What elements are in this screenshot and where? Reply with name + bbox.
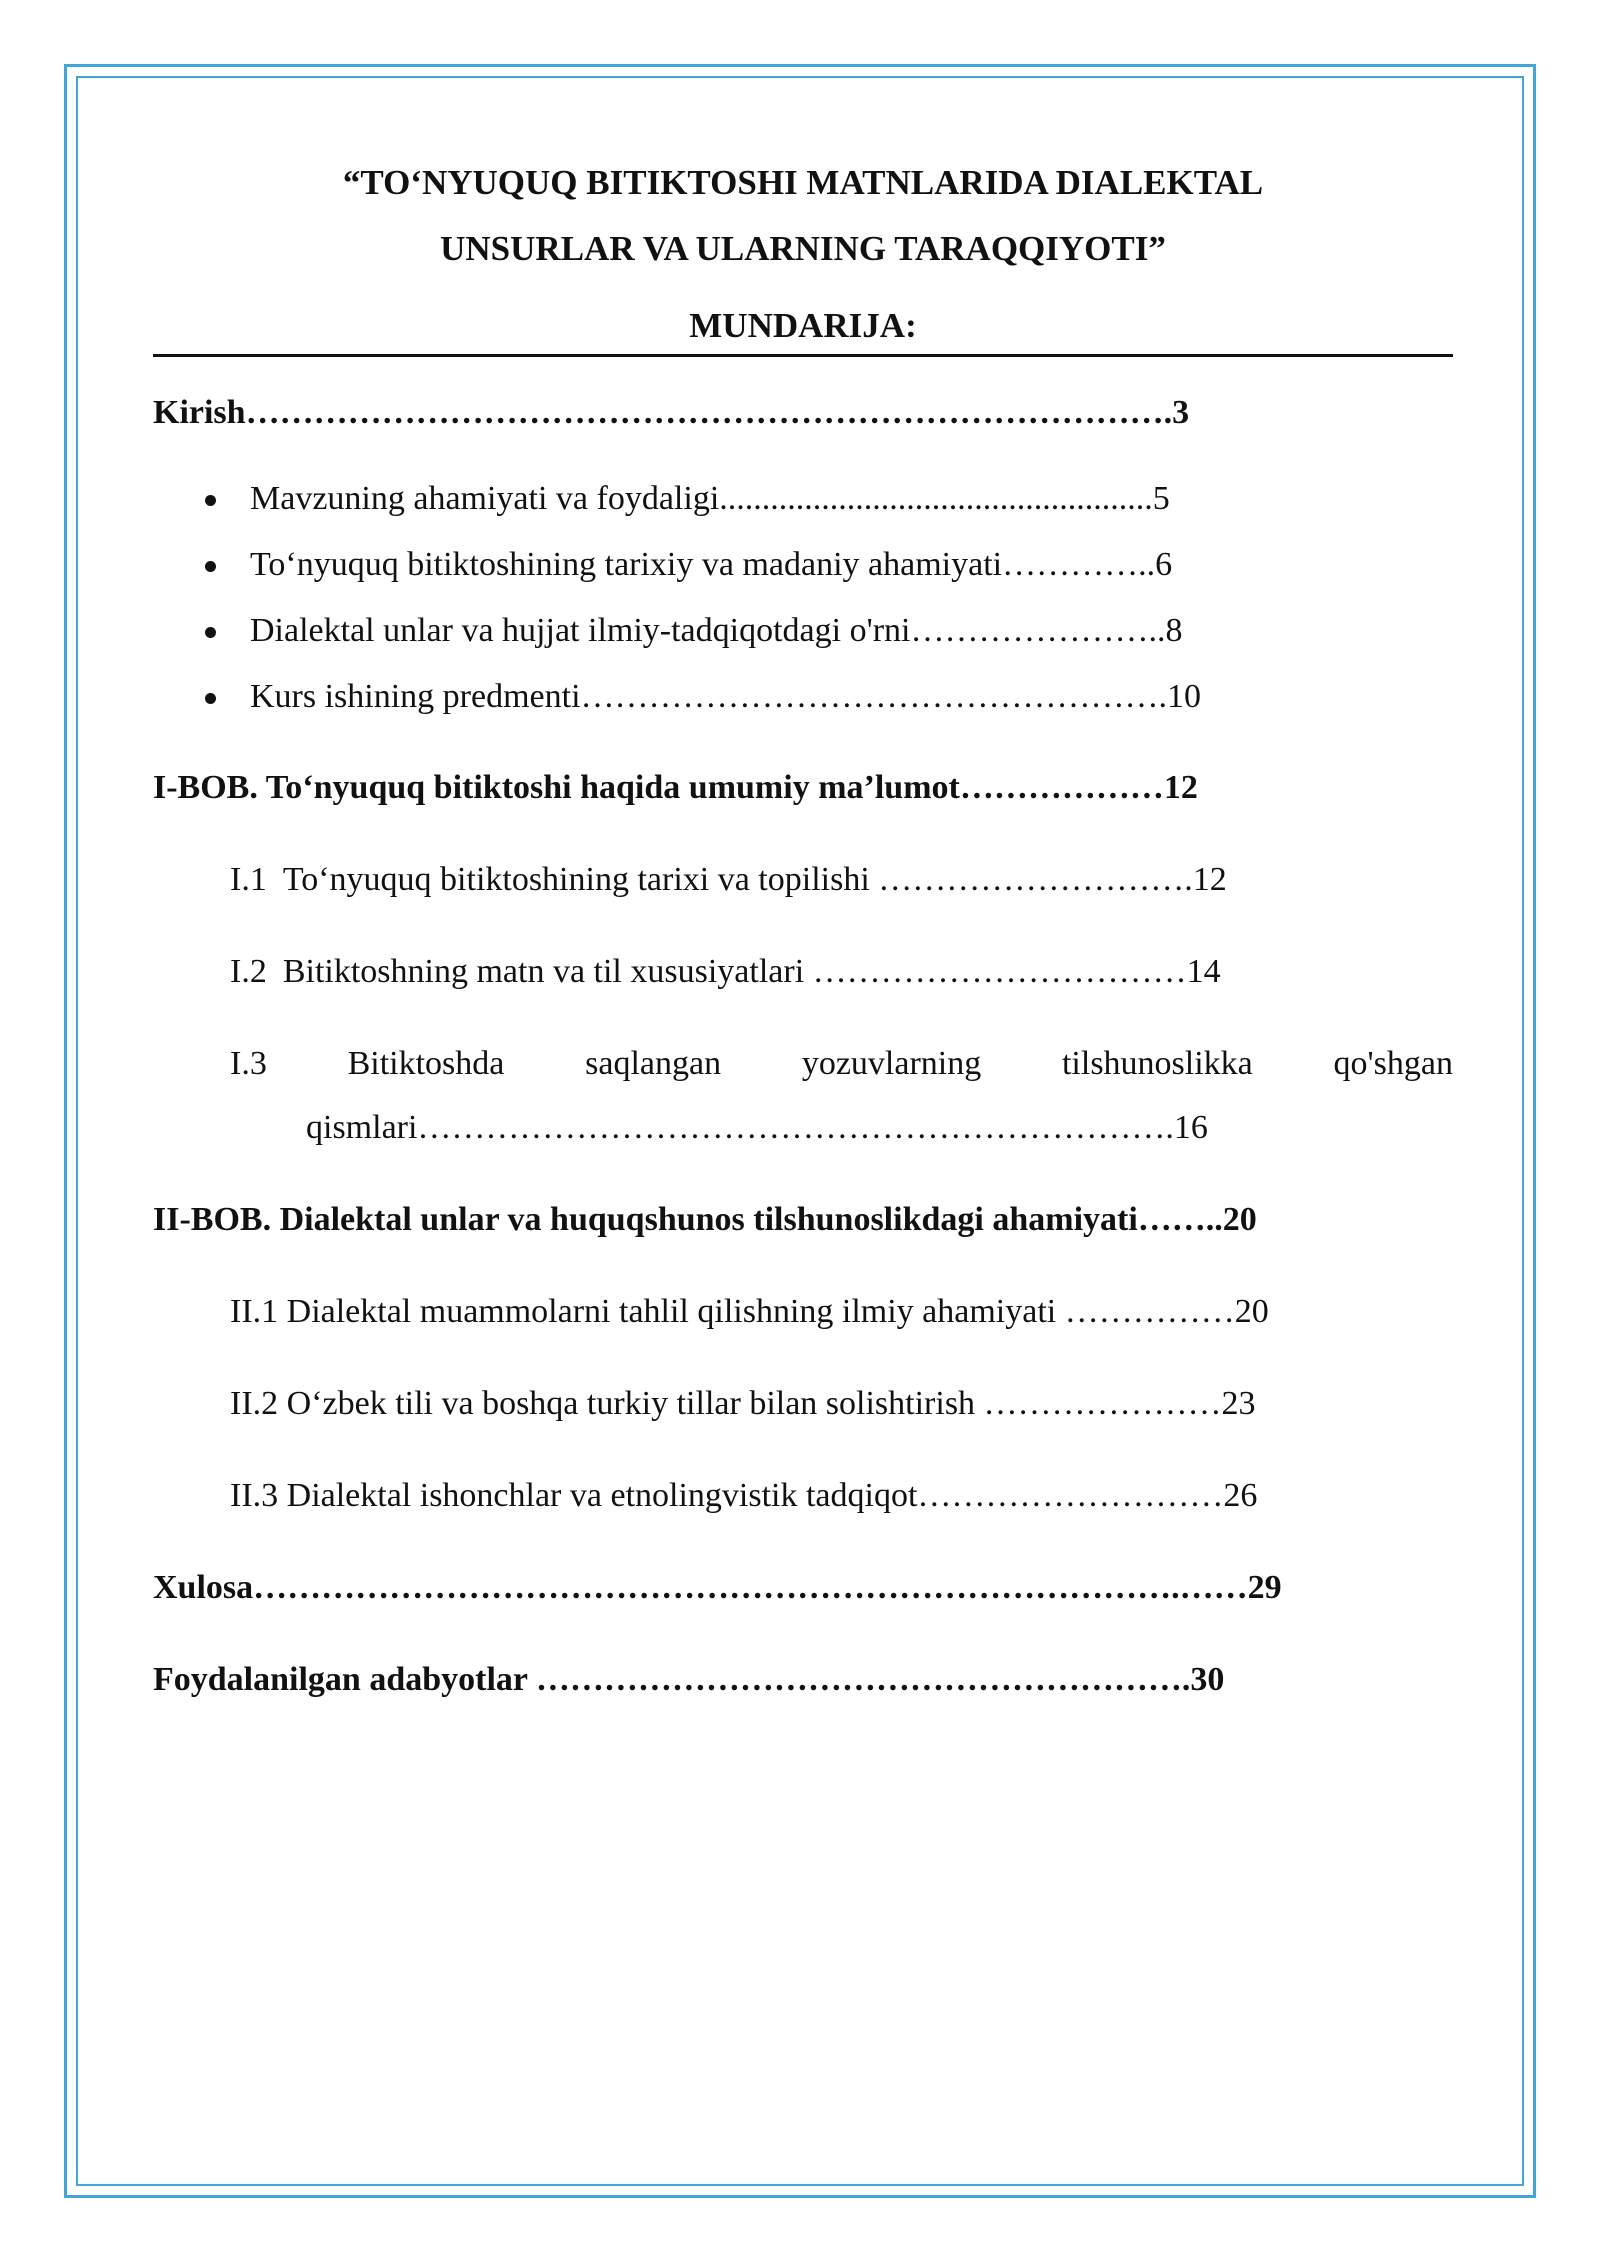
document-title-line-1: “TO‘NYUQUQ BITIKTOSHI MATNLARIDA DIALEKTAL [342,163,1264,202]
toc-i2-number: I.2 [230,953,267,990]
toc-entry-kirish: Kirish……………………………………………………………………….3 [153,394,1190,431]
toc-i2-text: Bitiktoshning matn va til xususiyatlari ……………………………14 [282,953,1221,990]
toc-entry-bob1 [153,766,1453,810]
toc-entry-i3 [153,1042,1453,1086]
toc-kirish-item-text: To‘nyuquq bitiktoshining tarixiy va madaniy ahamiyati…………..6 [250,546,1173,583]
toc-kirish-item [153,466,1453,532]
toc-kirish-item [153,664,1453,730]
toc-i3-word: tilshunoslikka [1061,1045,1253,1082]
toc-entry-bob2: II-BOB. Dialektal unlar va huquqshunos tilshunoslikdagi ahamiyati……..20 [153,1201,1257,1238]
bullet-icon [205,495,216,506]
toc-kirish-list [153,466,1453,730]
toc-i1-number: I.1 [230,861,267,898]
toc-i3-word: saqlangan [585,1045,722,1082]
toc-kirish-item [153,532,1453,598]
toc-entry-ii2: II.2 O‘zbek tili va boshqa turkiy tillar bilan solishtirish …………………23 [230,1385,1256,1422]
bullet-icon [205,693,216,704]
toc-i3-number: I.3 [230,1045,267,1082]
toc-entry-i1 [153,858,1453,902]
toc-entry-ii1: II.1 Dialektal muammolarni tahlil qilishning ilmiy ahamiyati ……………20 [230,1293,1269,1330]
bullet-icon [205,561,216,572]
toc-kirish-item-text: Kurs ishining predmenti…………………………………………….10 [250,678,1202,715]
toc-kirish-item-text: Mavzuning ahamiyati va foydaligi...................................................5 [250,480,1170,517]
toc-kirish-item-text: Dialektal unlar va hujjat ilmiy-tadqiqotdagi o'rni…………………..8 [250,612,1183,649]
toc-i3-word: qo'shgan [1333,1045,1453,1082]
document-title-line-2: UNSURLAR VA ULARNING TARAQQIYOTI” [440,229,1166,268]
toc-i3-word: Bitiktoshda [347,1045,505,1082]
toc-kirish-item [153,598,1453,664]
toc-bob1-prefix: I-BOB [153,769,250,806]
toc-entry-adabiyotlar: Foydalanilgan adabyotlar ………………………………………………….30 [153,1661,1225,1698]
bullet-icon [205,627,216,638]
document-body [153,150,1453,1702]
toc-i3-continuation: qismlari………………………………………………………….16 [306,1109,1208,1146]
toc-entry-ii3: II.3 Dialektal ishonchlar va etnolingvistik tadqiqot………………………26 [230,1477,1258,1514]
toc-i1-text: To‘nyuquq bitiktoshining tarixi va topilishi ……………………….12 [282,861,1227,898]
toc-heading: MUNDARIJA: [153,304,1453,357]
toc-entry-xulosa: Xulosa……………………………………………………………………….……29 [153,1569,1282,1606]
toc-bob1-title: . To‘nyuquq bitiktoshi haqida umumiy ma’lumot………………12 [249,769,1198,806]
toc-entry-i2 [153,950,1453,994]
toc-i3-word: yozuvlarning [801,1045,982,1082]
